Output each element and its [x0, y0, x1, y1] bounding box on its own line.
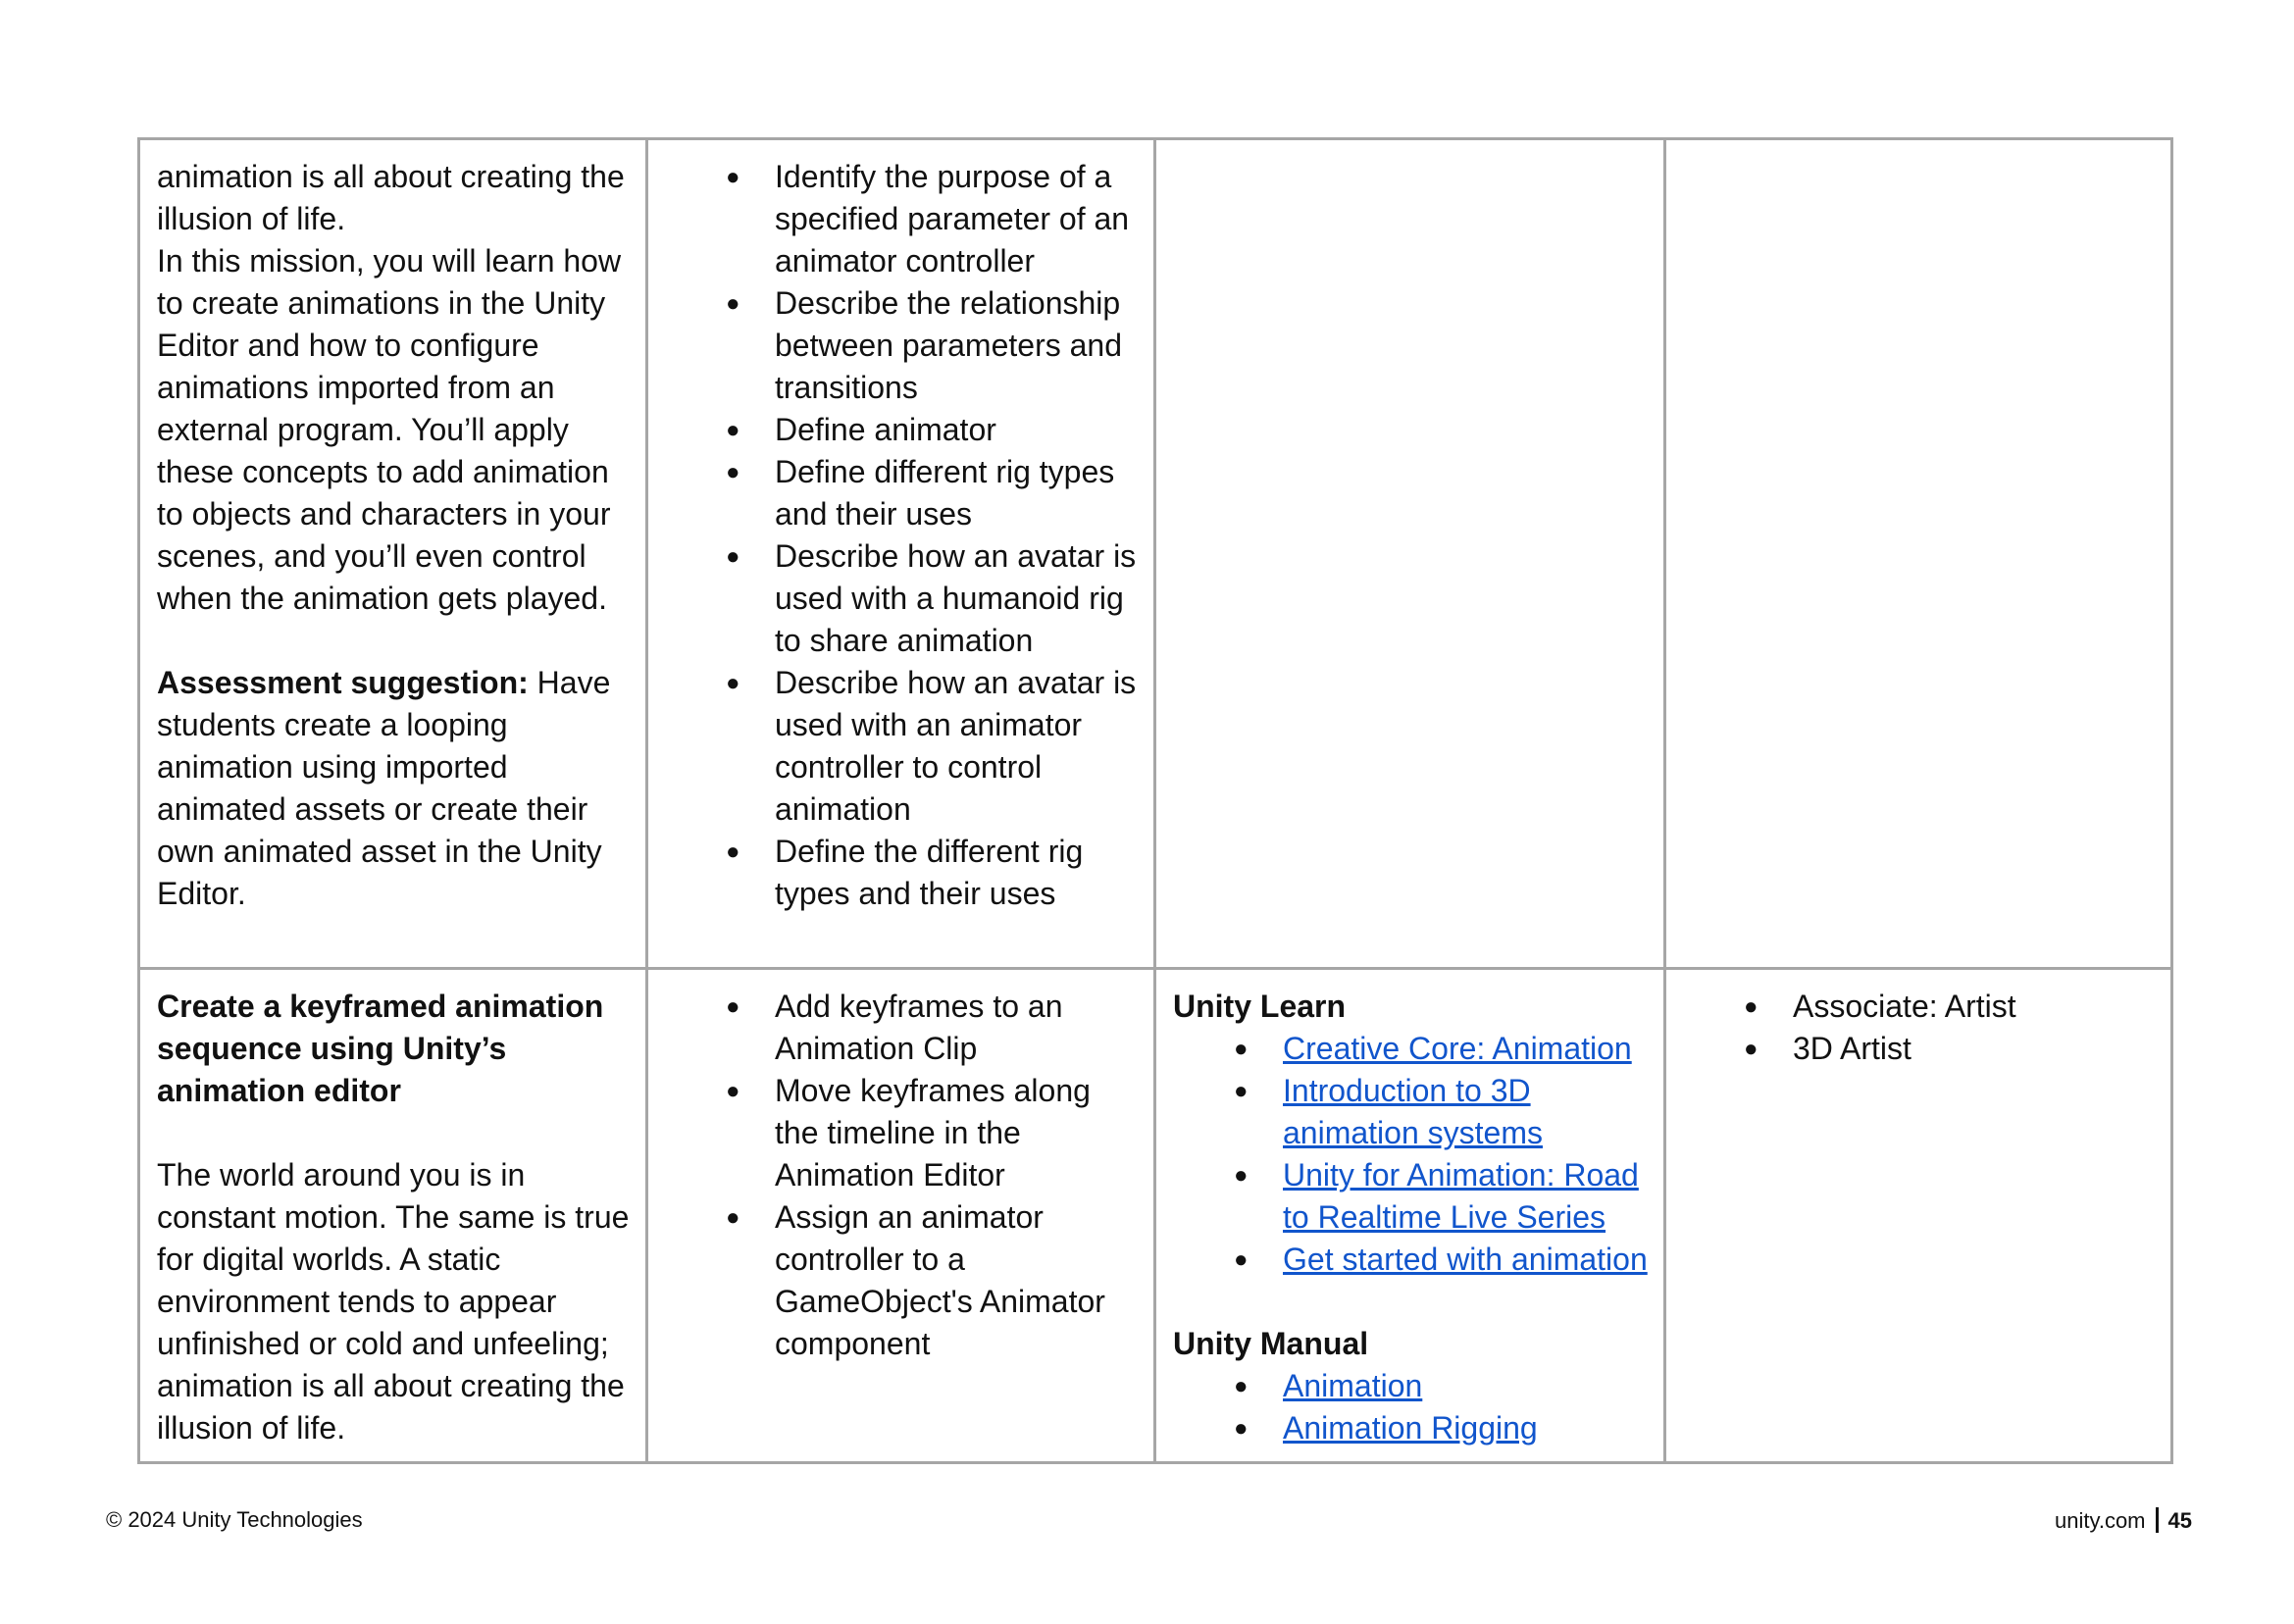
- description-line: animation is all about creating the illusion of life.: [157, 159, 625, 236]
- list-item: ● Describe how an avatar is used with a humanoid rig to share animation: [726, 535, 1138, 662]
- page-number: 45: [2167, 1508, 2192, 1533]
- get-started-animation-link[interactable]: Get started with animation: [1283, 1242, 1648, 1277]
- list-item: [1234, 1239, 1648, 1281]
- certification-cell: [1665, 969, 2172, 1463]
- list-item: ● Associate: Artist: [1744, 986, 2155, 1028]
- list-item: [1234, 1365, 1648, 1407]
- certification-list: [1683, 986, 2155, 1070]
- animation-manual-link[interactable]: Animation: [1283, 1368, 1423, 1403]
- copyright-text: © 2024 Unity Technologies: [106, 1507, 363, 1532]
- certification-cell: [1665, 139, 2172, 969]
- creative-core-animation-link[interactable]: Creative Core: Animation: [1283, 1031, 1632, 1066]
- unity-manual-heading: Unity Manual: [1173, 1326, 1369, 1361]
- description-line: In this mission, you will learn how to create animations in the Unity Editor and how to configure animations imported from an external program. You’ll apply these concepts to add animation to objects and characters in your scenes, and you’ll even control when the animation gets played.: [157, 243, 622, 616]
- list-item: ● Define the different rig types and their uses: [726, 831, 1138, 915]
- learning-objectives-cell: [647, 969, 1155, 1463]
- objectives-list: [665, 986, 1138, 1365]
- list-item: ● Move keyframes along the timeline in the Animation Editor: [726, 1070, 1138, 1196]
- list-item: ● Identify the purpose of a specified parameter of an animator controller: [726, 156, 1138, 282]
- mission-title: Create a keyframed animation sequence using Unity’s animation editor: [157, 989, 604, 1108]
- list-item: ● Define different rig types and their uses: [726, 451, 1138, 535]
- list-item: [1234, 1154, 1648, 1239]
- table-row: [139, 139, 2172, 969]
- intro-3d-animation-link[interactable]: Introduction to 3D animation systems: [1283, 1073, 1543, 1150]
- resources-cell: [1155, 969, 1665, 1463]
- learning-objectives-cell: [647, 139, 1155, 969]
- mission-body: The world around you is in constant motion. The same is true for digital worlds. A static environment tends to appear unfinished or cold and unfeeling; animation is all about creating the illusion of life.: [157, 1157, 630, 1446]
- animation-rigging-link[interactable]: Animation Rigging: [1283, 1410, 1538, 1446]
- unity-learn-links: [1173, 1028, 1648, 1281]
- mission-description-cell: [139, 969, 647, 1463]
- road-to-realtime-link[interactable]: Unity for Animation: Road to Realtime Live Series: [1283, 1157, 1639, 1235]
- unity-manual-links: [1173, 1365, 1648, 1449]
- list-item: ● Assign an animator controller to a GameObject's Animator component: [726, 1196, 1138, 1365]
- unity-learn-heading: Unity Learn: [1173, 989, 1347, 1024]
- list-item: ● 3D Artist: [1744, 1028, 2155, 1070]
- list-item: ● Describe how an avatar is used with an animator controller to control animation: [726, 662, 1138, 831]
- table-row: [139, 969, 2172, 1463]
- mission-description-cell: [139, 139, 647, 969]
- footer-divider: [2156, 1507, 2159, 1533]
- assessment-label: Assessment suggestion:: [157, 665, 529, 700]
- list-item: ● Describe the relationship between parameters and transitions: [726, 282, 1138, 409]
- site-url: unity.com: [2055, 1508, 2146, 1533]
- list-item: ● Define animator: [726, 409, 1138, 451]
- curriculum-table: [137, 137, 2173, 1464]
- page-footer: [2055, 1507, 2192, 1534]
- assessment-suggestion: [157, 662, 630, 915]
- list-item: [1234, 1407, 1648, 1449]
- list-item: [1234, 1070, 1648, 1154]
- objectives-list: [665, 156, 1138, 915]
- list-item: ● Add keyframes to an Animation Clip: [726, 986, 1138, 1070]
- list-item: [1234, 1028, 1648, 1070]
- resources-cell: [1155, 139, 1665, 969]
- assessment-text: Have students create a looping animation using imported animated assets or create their own animated asset in the Unity Editor.: [157, 665, 611, 911]
